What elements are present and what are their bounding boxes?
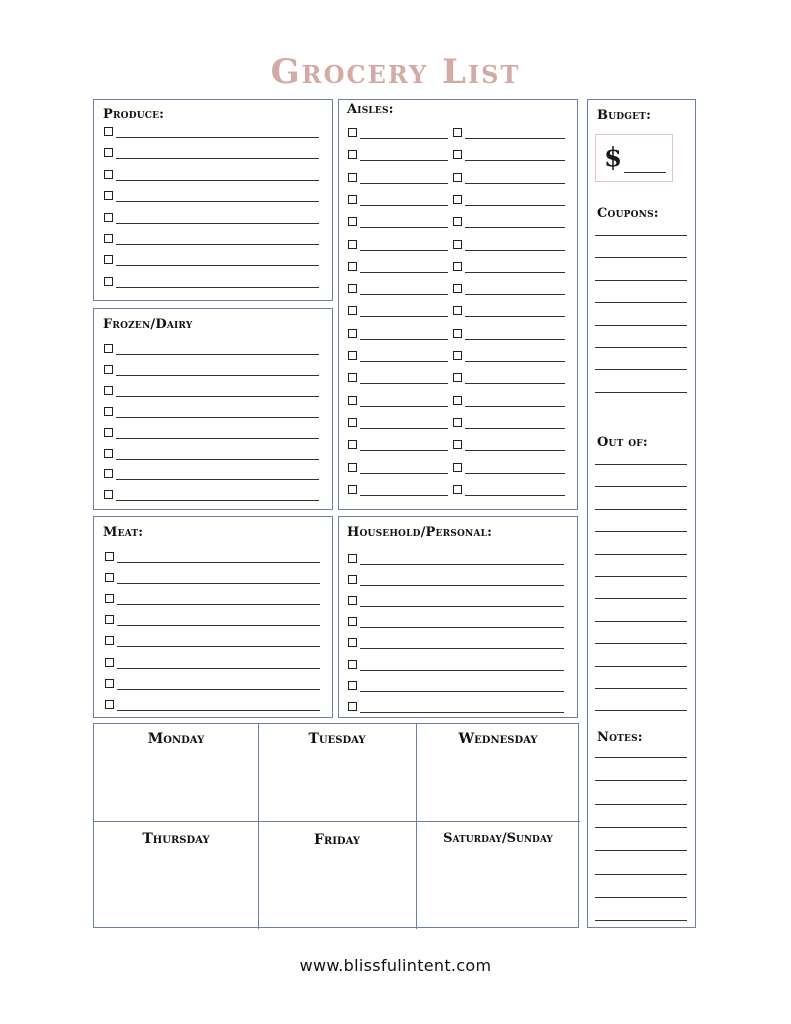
write-line[interactable] bbox=[595, 757, 687, 758]
checkbox[interactable] bbox=[348, 617, 357, 626]
write-line[interactable] bbox=[595, 325, 687, 326]
write-line[interactable] bbox=[465, 316, 565, 317]
day-tuesday: Tuesday bbox=[308, 731, 366, 747]
checkbox[interactable] bbox=[453, 418, 462, 427]
budget-heading: Budget: bbox=[597, 108, 652, 123]
write-line[interactable] bbox=[595, 598, 687, 599]
write-line[interactable] bbox=[360, 205, 448, 206]
meat-heading: Meat: bbox=[103, 525, 144, 540]
divider bbox=[94, 821, 580, 822]
write-line[interactable] bbox=[595, 688, 687, 689]
list-item[interactable] bbox=[348, 617, 564, 629]
list-item[interactable] bbox=[453, 440, 565, 452]
write-line[interactable] bbox=[595, 780, 687, 781]
write-line[interactable] bbox=[360, 648, 564, 649]
write-line[interactable] bbox=[116, 137, 319, 138]
write-line[interactable] bbox=[465, 138, 565, 139]
write-line[interactable] bbox=[117, 689, 320, 690]
checkbox[interactable] bbox=[348, 396, 357, 405]
list-item[interactable] bbox=[105, 552, 320, 564]
write-line[interactable] bbox=[116, 459, 319, 460]
list-item[interactable] bbox=[104, 407, 319, 419]
footer-url[interactable]: www.blissfulintent.com bbox=[299, 956, 492, 975]
list-item[interactable] bbox=[348, 440, 448, 452]
write-line[interactable] bbox=[360, 160, 448, 161]
checkbox[interactable] bbox=[104, 191, 113, 200]
checkbox[interactable] bbox=[105, 573, 114, 582]
checkbox[interactable] bbox=[104, 234, 113, 243]
frozen-dairy-section bbox=[93, 308, 333, 510]
frozen-dairy-heading: Frozen/Dairy bbox=[103, 317, 193, 332]
checkbox[interactable] bbox=[453, 373, 462, 382]
checkbox[interactable] bbox=[105, 700, 114, 709]
checkbox[interactable] bbox=[105, 615, 114, 624]
checkbox[interactable] bbox=[453, 240, 462, 249]
checkbox[interactable] bbox=[348, 284, 357, 293]
checkbox[interactable] bbox=[104, 407, 113, 416]
write-line[interactable] bbox=[465, 495, 565, 496]
list-item[interactable] bbox=[348, 660, 564, 672]
write-line[interactable] bbox=[465, 272, 565, 273]
list-item[interactable] bbox=[104, 213, 319, 225]
write-line[interactable] bbox=[465, 339, 565, 340]
write-line[interactable] bbox=[116, 158, 319, 159]
checkbox[interactable] bbox=[348, 638, 357, 647]
write-line[interactable] bbox=[465, 406, 565, 407]
list-item[interactable] bbox=[348, 396, 448, 408]
write-line[interactable] bbox=[465, 183, 565, 184]
write-line[interactable] bbox=[117, 646, 320, 647]
checkbox[interactable] bbox=[453, 284, 462, 293]
dollar-sign: $ bbox=[604, 143, 623, 173]
write-line[interactable] bbox=[595, 827, 687, 828]
write-line[interactable] bbox=[360, 316, 448, 317]
checkbox[interactable] bbox=[348, 373, 357, 382]
list-item[interactable] bbox=[348, 195, 448, 207]
list-item[interactable] bbox=[348, 217, 448, 229]
list-item[interactable] bbox=[348, 329, 448, 341]
checkbox[interactable] bbox=[453, 463, 462, 472]
write-line[interactable] bbox=[360, 473, 448, 474]
write-line[interactable] bbox=[595, 710, 687, 711]
list-item[interactable] bbox=[453, 150, 565, 162]
write-line[interactable] bbox=[595, 302, 687, 303]
aisles-heading: Aisles: bbox=[347, 102, 394, 117]
divider bbox=[416, 724, 417, 929]
checkbox[interactable] bbox=[104, 127, 113, 136]
checkbox[interactable] bbox=[453, 173, 462, 182]
checkbox[interactable] bbox=[348, 575, 357, 584]
list-item[interactable] bbox=[453, 306, 565, 318]
checkbox[interactable] bbox=[104, 386, 113, 395]
list-item[interactable] bbox=[348, 554, 564, 566]
list-item[interactable] bbox=[453, 217, 565, 229]
list-item[interactable] bbox=[348, 150, 448, 162]
write-line[interactable] bbox=[117, 625, 320, 626]
sidebar-panel bbox=[587, 99, 696, 928]
checkbox[interactable] bbox=[104, 428, 113, 437]
list-item[interactable] bbox=[348, 128, 448, 140]
checkbox[interactable] bbox=[453, 329, 462, 338]
list-item[interactable] bbox=[104, 148, 319, 160]
produce-section bbox=[93, 99, 333, 301]
list-item[interactable] bbox=[453, 262, 565, 274]
write-line[interactable] bbox=[116, 354, 319, 355]
checkbox[interactable] bbox=[105, 636, 114, 645]
write-line[interactable] bbox=[595, 576, 687, 577]
list-item[interactable] bbox=[105, 594, 320, 606]
list-item[interactable] bbox=[348, 596, 564, 608]
checkbox[interactable] bbox=[104, 148, 113, 157]
write-line[interactable] bbox=[595, 280, 687, 281]
list-item[interactable] bbox=[348, 463, 448, 475]
list-item[interactable] bbox=[348, 575, 564, 587]
write-line[interactable] bbox=[360, 606, 564, 607]
write-line[interactable] bbox=[360, 450, 448, 451]
write-line[interactable] bbox=[117, 583, 320, 584]
write-line[interactable] bbox=[360, 272, 448, 273]
list-item[interactable] bbox=[104, 449, 319, 461]
day-saturday-sunday: Saturday/Sunday bbox=[443, 831, 553, 846]
list-item[interactable] bbox=[104, 490, 319, 502]
day-friday: Friday bbox=[314, 832, 360, 848]
checkbox[interactable] bbox=[453, 128, 462, 137]
list-item[interactable] bbox=[453, 284, 565, 296]
list-item[interactable] bbox=[348, 638, 564, 650]
write-line[interactable] bbox=[595, 257, 687, 258]
checkbox[interactable] bbox=[348, 702, 357, 711]
checkbox[interactable] bbox=[104, 365, 113, 374]
checkbox[interactable] bbox=[104, 449, 113, 458]
write-line[interactable] bbox=[595, 850, 687, 851]
list-item[interactable] bbox=[104, 191, 319, 203]
write-line[interactable] bbox=[116, 223, 319, 224]
list-item[interactable] bbox=[348, 240, 448, 252]
checkbox[interactable] bbox=[348, 418, 357, 427]
write-line[interactable] bbox=[595, 666, 687, 667]
checkbox[interactable] bbox=[348, 681, 357, 690]
list-item[interactable] bbox=[105, 658, 320, 670]
checkbox[interactable] bbox=[348, 485, 357, 494]
write-line[interactable] bbox=[595, 486, 687, 487]
write-line[interactable] bbox=[595, 554, 687, 555]
list-item[interactable] bbox=[104, 277, 319, 289]
list-item[interactable] bbox=[348, 418, 448, 430]
write-line[interactable] bbox=[360, 361, 448, 362]
checkbox[interactable] bbox=[453, 485, 462, 494]
write-line[interactable] bbox=[595, 920, 687, 921]
day-monday: Monday bbox=[147, 731, 205, 747]
coupons-heading: Coupons: bbox=[597, 206, 659, 221]
write-line[interactable] bbox=[116, 287, 319, 288]
write-line[interactable] bbox=[117, 562, 320, 563]
write-line[interactable] bbox=[360, 712, 564, 713]
checkbox[interactable] bbox=[348, 306, 357, 315]
checkbox[interactable] bbox=[453, 262, 462, 271]
list-item[interactable] bbox=[348, 262, 448, 274]
list-item[interactable] bbox=[105, 700, 320, 712]
write-line[interactable] bbox=[360, 138, 448, 139]
checkbox[interactable] bbox=[104, 170, 113, 179]
checkbox[interactable] bbox=[105, 552, 114, 561]
write-line[interactable] bbox=[595, 392, 687, 393]
write-line[interactable] bbox=[465, 294, 565, 295]
list-item[interactable] bbox=[104, 365, 319, 377]
list-item[interactable] bbox=[105, 679, 320, 691]
list-item[interactable] bbox=[348, 485, 448, 497]
write-line[interactable] bbox=[360, 383, 448, 384]
write-line[interactable] bbox=[360, 691, 564, 692]
list-item[interactable] bbox=[104, 386, 319, 398]
household-section bbox=[338, 516, 578, 718]
write-line[interactable] bbox=[595, 643, 687, 644]
write-line[interactable] bbox=[360, 564, 564, 565]
list-item[interactable] bbox=[348, 306, 448, 318]
checkbox[interactable] bbox=[453, 217, 462, 226]
list-item[interactable] bbox=[104, 428, 319, 440]
write-line[interactable] bbox=[360, 495, 448, 496]
list-item[interactable] bbox=[104, 255, 319, 267]
write-line[interactable] bbox=[360, 339, 448, 340]
checkbox[interactable] bbox=[348, 150, 357, 159]
write-line[interactable] bbox=[360, 627, 564, 628]
budget-line bbox=[624, 172, 666, 173]
write-line[interactable] bbox=[360, 294, 448, 295]
write-line[interactable] bbox=[116, 479, 319, 480]
checkbox[interactable] bbox=[348, 329, 357, 338]
day-thursday: Thursday bbox=[142, 831, 210, 847]
list-item[interactable] bbox=[453, 351, 565, 363]
write-line[interactable] bbox=[117, 604, 320, 605]
write-line[interactable] bbox=[360, 406, 448, 407]
list-item[interactable] bbox=[104, 344, 319, 356]
write-line[interactable] bbox=[465, 227, 565, 228]
write-line[interactable] bbox=[116, 438, 319, 439]
checkbox[interactable] bbox=[104, 344, 113, 353]
list-item[interactable] bbox=[105, 636, 320, 648]
write-line[interactable] bbox=[595, 897, 687, 898]
write-line[interactable] bbox=[116, 375, 319, 376]
write-line[interactable] bbox=[595, 509, 687, 510]
list-item[interactable] bbox=[348, 681, 564, 693]
write-line[interactable] bbox=[116, 500, 319, 501]
divider bbox=[258, 724, 259, 929]
checkbox[interactable] bbox=[348, 596, 357, 605]
write-line[interactable] bbox=[117, 668, 320, 669]
list-item[interactable] bbox=[104, 170, 319, 182]
write-line[interactable] bbox=[595, 804, 687, 805]
list-item[interactable] bbox=[453, 195, 565, 207]
checkbox[interactable] bbox=[348, 195, 357, 204]
checkbox[interactable] bbox=[348, 351, 357, 360]
checkbox[interactable] bbox=[453, 396, 462, 405]
checkbox[interactable] bbox=[348, 554, 357, 563]
checkbox[interactable] bbox=[105, 679, 114, 688]
checkbox[interactable] bbox=[348, 262, 357, 271]
produce-heading: Produce: bbox=[103, 107, 165, 122]
list-item[interactable] bbox=[348, 373, 448, 385]
write-line[interactable] bbox=[116, 417, 319, 418]
write-line[interactable] bbox=[465, 473, 565, 474]
write-line[interactable] bbox=[595, 874, 687, 875]
list-item[interactable] bbox=[453, 463, 565, 475]
write-line[interactable] bbox=[595, 369, 687, 370]
week-planner bbox=[93, 723, 579, 928]
meat-section bbox=[93, 516, 333, 718]
budget-box bbox=[595, 134, 673, 182]
list-item[interactable] bbox=[348, 702, 564, 714]
checkbox[interactable] bbox=[348, 463, 357, 472]
write-line[interactable] bbox=[465, 450, 565, 451]
write-line[interactable] bbox=[465, 361, 565, 362]
list-item[interactable] bbox=[453, 128, 565, 140]
list-item[interactable] bbox=[453, 329, 565, 341]
checkbox[interactable] bbox=[104, 277, 113, 286]
list-item[interactable] bbox=[453, 485, 565, 497]
write-line[interactable] bbox=[117, 710, 320, 711]
checkbox[interactable] bbox=[348, 440, 357, 449]
write-line[interactable] bbox=[595, 235, 687, 236]
write-line[interactable] bbox=[595, 621, 687, 622]
day-wednesday: Wednesday bbox=[458, 731, 538, 747]
write-line[interactable] bbox=[116, 265, 319, 266]
write-line[interactable] bbox=[465, 160, 565, 161]
write-line[interactable] bbox=[595, 464, 687, 465]
checkbox[interactable] bbox=[105, 658, 114, 667]
list-item[interactable] bbox=[104, 127, 319, 139]
list-item[interactable] bbox=[453, 240, 565, 252]
checkbox[interactable] bbox=[453, 351, 462, 360]
write-line[interactable] bbox=[360, 428, 448, 429]
write-line[interactable] bbox=[116, 180, 319, 181]
checkbox[interactable] bbox=[453, 306, 462, 315]
write-line[interactable] bbox=[465, 205, 565, 206]
list-item[interactable] bbox=[104, 234, 319, 246]
out-of-heading: Out of: bbox=[597, 435, 648, 450]
list-item[interactable] bbox=[104, 469, 319, 481]
write-line[interactable] bbox=[360, 227, 448, 228]
write-line[interactable] bbox=[360, 670, 564, 671]
checkbox[interactable] bbox=[348, 240, 357, 249]
list-item[interactable] bbox=[348, 284, 448, 296]
write-line[interactable] bbox=[595, 531, 687, 532]
write-line[interactable] bbox=[116, 396, 319, 397]
checkbox[interactable] bbox=[104, 469, 113, 478]
write-line[interactable] bbox=[465, 428, 565, 429]
list-item[interactable] bbox=[348, 351, 448, 363]
checkbox[interactable] bbox=[104, 255, 113, 264]
notes-heading: Notes: bbox=[597, 730, 643, 745]
write-line[interactable] bbox=[116, 244, 319, 245]
write-line[interactable] bbox=[116, 201, 319, 202]
checkbox[interactable] bbox=[104, 490, 113, 499]
write-line[interactable] bbox=[360, 585, 564, 586]
checkbox[interactable] bbox=[104, 213, 113, 222]
checkbox[interactable] bbox=[348, 173, 357, 182]
checkbox[interactable] bbox=[348, 128, 357, 137]
household-heading: Household/Personal: bbox=[347, 525, 493, 540]
list-item[interactable] bbox=[105, 573, 320, 585]
list-item[interactable] bbox=[453, 173, 565, 185]
checkbox[interactable] bbox=[453, 195, 462, 204]
checkbox[interactable] bbox=[105, 594, 114, 603]
page-title: Grocery List bbox=[270, 52, 521, 92]
write-line[interactable] bbox=[360, 183, 448, 184]
checkbox[interactable] bbox=[453, 440, 462, 449]
list-item[interactable] bbox=[453, 396, 565, 408]
list-item[interactable] bbox=[348, 173, 448, 185]
checkbox[interactable] bbox=[348, 660, 357, 669]
list-item[interactable] bbox=[105, 615, 320, 627]
list-item[interactable] bbox=[453, 418, 565, 430]
list-item[interactable] bbox=[453, 373, 565, 385]
checkbox[interactable] bbox=[453, 150, 462, 159]
write-line[interactable] bbox=[360, 250, 448, 251]
write-line[interactable] bbox=[465, 383, 565, 384]
write-line[interactable] bbox=[465, 250, 565, 251]
aisles-section bbox=[338, 99, 578, 510]
checkbox[interactable] bbox=[348, 217, 357, 226]
write-line[interactable] bbox=[595, 347, 687, 348]
